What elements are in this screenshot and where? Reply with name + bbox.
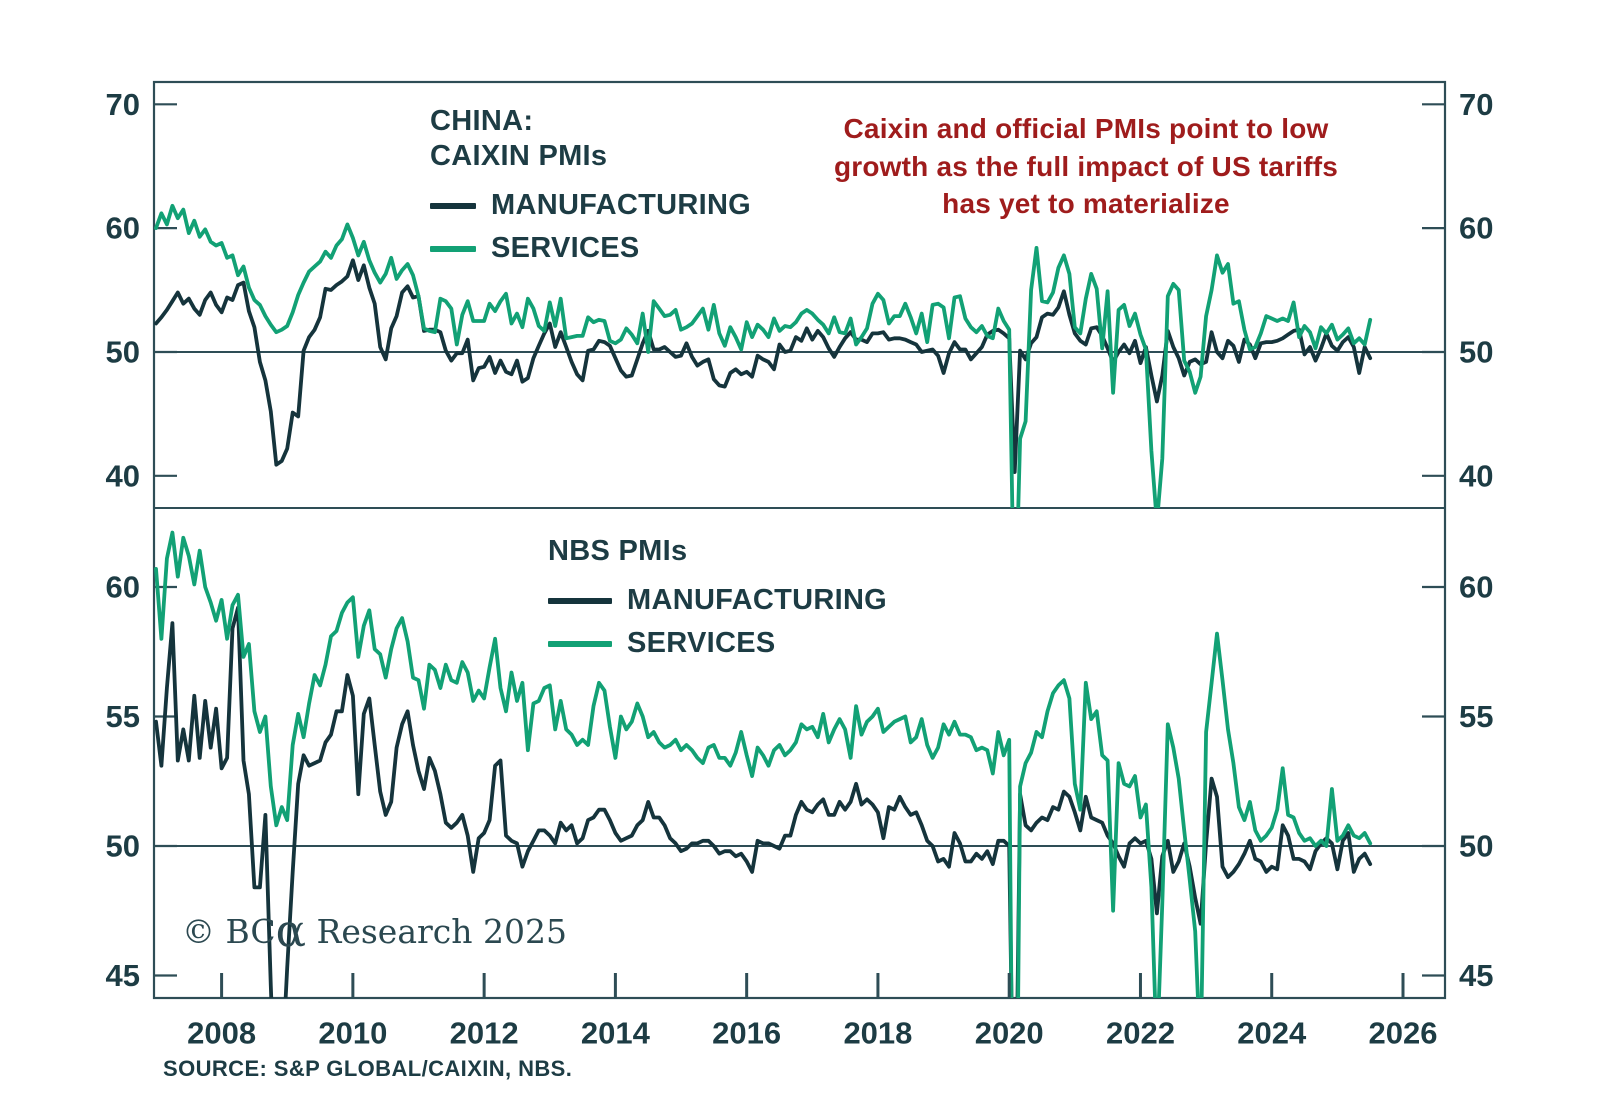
nbs-title: NBS PMIs xyxy=(548,535,688,567)
annotation-line: Caixin and official PMIs point to low xyxy=(843,113,1329,144)
legend-label: MANUFACTURING xyxy=(627,584,888,616)
y-tick-label: 40 xyxy=(1459,458,1494,494)
legend-label: SERVICES xyxy=(491,232,640,264)
y-tick-label: 50 xyxy=(105,334,140,370)
manufacturing-line-swatch xyxy=(430,203,476,209)
legend-label: MANUFACTURING xyxy=(491,189,752,221)
x-tick-label: 2026 xyxy=(1368,1015,1438,1051)
y-tick-label: 70 xyxy=(105,86,140,122)
y-tick-label: 60 xyxy=(105,569,140,605)
annotation-text xyxy=(816,110,1356,223)
services-line-swatch xyxy=(430,246,476,252)
legend-entry-nbs-services xyxy=(548,622,887,665)
source-label: SOURCE: S&P GLOBAL/CAIXIN, NBS. xyxy=(163,1056,573,1081)
alpha-glyph: α xyxy=(275,904,306,957)
manufacturing-line-swatch xyxy=(548,598,612,604)
y-tick-label: 45 xyxy=(1459,957,1494,993)
y-tick-label: 60 xyxy=(1459,569,1494,605)
x-tick-label: 2010 xyxy=(318,1015,388,1051)
y-tick-label: 40 xyxy=(105,458,140,494)
y-tick-label: 45 xyxy=(105,957,140,993)
annotation-line: has yet to materialize xyxy=(942,188,1230,219)
x-tick-label: 2024 xyxy=(1237,1015,1307,1051)
caixin-title-line2: CAIXIN PMIs xyxy=(430,140,608,172)
y-tick-label: 55 xyxy=(1459,698,1494,734)
x-tick-label: 2018 xyxy=(843,1015,913,1051)
y-tick-label: 60 xyxy=(105,210,140,246)
x-tick-label: 2014 xyxy=(580,1015,650,1051)
y-tick-label: 55 xyxy=(105,698,140,734)
y-tick-label: 70 xyxy=(1459,86,1494,122)
services-line-swatch xyxy=(548,641,612,647)
y-tick-label: 60 xyxy=(1459,210,1494,246)
y-tick-label: 50 xyxy=(1459,334,1494,370)
legend-entry-caixin-services xyxy=(430,227,751,270)
legend-label: SERVICES xyxy=(627,627,776,659)
legend-entry-nbs-manufacturing xyxy=(548,579,887,622)
annotation-line: growth as the full impact of US tariffs xyxy=(833,150,1339,182)
legend-entry-caixin-manufacturing xyxy=(430,184,751,227)
x-tick-label: 2008 xyxy=(187,1015,257,1051)
y-tick-label: 50 xyxy=(1459,828,1494,864)
y-tick-label: 50 xyxy=(105,828,140,864)
x-tick-label: 2016 xyxy=(712,1015,782,1051)
caixin-title-line1: CHINA: xyxy=(430,105,534,137)
x-tick-label: 2020 xyxy=(974,1015,1044,1051)
legend-caixin xyxy=(430,104,751,270)
legend-nbs xyxy=(548,534,887,665)
x-tick-label: 2012 xyxy=(449,1015,519,1051)
bca-research-watermark: © BCα Research 2025 xyxy=(182,904,567,957)
x-tick-label: 2022 xyxy=(1105,1015,1175,1051)
